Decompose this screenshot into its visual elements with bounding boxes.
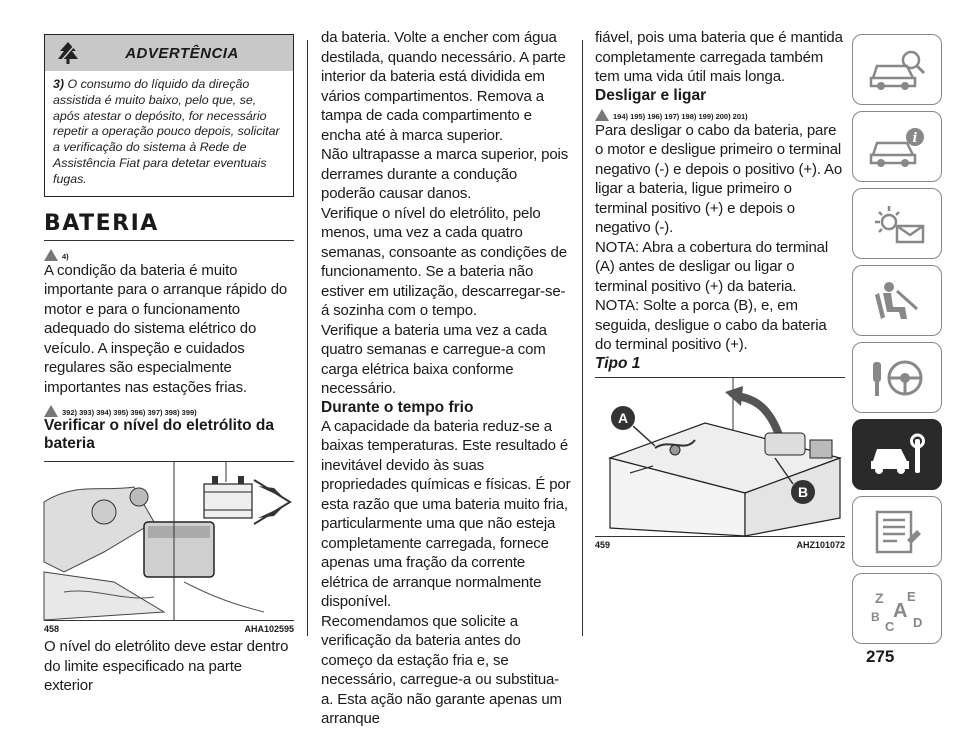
alphabet-index-icon [867,587,927,634]
caution-ref-icon [44,405,58,417]
section-title: BATERIA [44,210,159,236]
tab-car-search[interactable] [852,34,942,105]
warning-ref-icon [44,249,58,261]
col2-paragraph-3: Verifique o nível do eletrólito, pelo menos, uma vez a cada quatro semanas, consoante as condições de funcionamento. Se a bateria não estiver em utilização, descarregar-se-á sozinha com o tempo. [321,204,567,319]
callout-a: A [617,409,629,426]
tab-seat-airbag[interactable] [852,265,942,336]
figure-458-caption [44,621,294,637]
svg-text:A: A [893,599,908,622]
battery-engine-illustration [44,462,294,620]
col2-paragraph-4: Verifique a bateria uma vez a cada quatro semanas e carregue-a com carga elétrica baixa conforme necessário. [321,321,547,397]
figure-458-number: 458 [44,624,60,635]
heading-type-1: Tipo 1 [595,354,641,372]
figure-458-code: AHA102595 [244,624,294,635]
col3-paragraph-2: Para desligar o cabo da bateria, pare o motor e desligue primeiro o terminal negativo (-) e depois o positivo (+). Ao ligar a bateria, ligue primeiro o terminal positivo (+) e depois o negativo (-). [595,121,843,236]
col2-paragraph-2: Não ultrapasse a marca superior, pois derrames durante a condução poderão causar danos. [321,146,569,202]
tab-warning-lights[interactable] [852,188,942,259]
car-search-icon [867,48,927,92]
warning-box [44,34,294,197]
col3-paragraph-4: NOTA: Solte a porca (B), e, em seguida, desligue o cabo da bateria do terminal positivo (+). [595,297,827,353]
col2-paragraph-1: da bateria. Volte a encher com água destilada, quando necessário. A parte interior da bateria está dividida em vários compartimentos. Remova a tampa de cada compartimento e encha até à marca superior. [321,29,566,144]
figure-459-code: AHZ101072 [796,539,845,550]
spec-list-icon [867,510,927,554]
ref-list-2 [595,105,845,121]
warning-text: O consumo do líquido da direção assistida é muito baixo, pelo que, se, após atestar o depósito, for necessário repetir a operação pouco depois, solicitar a verificação do sistema à Rede de Assistência Fiat para detetar eventuais fugas. [53,77,280,186]
ref-list-1-text: 392) 393) 394) 395) 396) 397) 398) 399) [62,408,197,418]
figure-459-caption [595,537,845,553]
steering-key-icon [867,356,927,400]
svg-text:B: B [871,609,880,624]
tab-car-info[interactable] [852,111,942,182]
heading-disconnect: Desligar e ligar [595,86,707,104]
warning-body [45,71,293,196]
ref-list-2-text: 194) 195) 196) 197) 198) 199) 200) 201) [613,111,748,121]
tab-car-wrench[interactable] [852,419,942,490]
svg-text:C: C [885,618,895,634]
car-info-icon [867,125,927,169]
warning-tree-icon [57,41,79,65]
page-number: 275 [866,647,895,666]
column-3 [595,28,845,553]
intro-paragraph: A condição da bateria é muito importante para o arranque rápido do motor e para o funcionamento adequado do sistema elétrico do veículo. A inspeção e cuidados regulares são especialmente importantes nas estações frias. [44,261,288,396]
warning-number: 3) [53,77,65,91]
column-1 [44,34,294,696]
figure-459-number: 459 [595,539,611,550]
col2-paragraph-6: Recomendamos que solicite a verificação da bateria antes do começo da estação fria e, se necessário, carregue-a ou substitua-a. Esta ação não garante apenas um arranque [321,612,562,727]
col3-paragraph-3: NOTA: Abra a cobertura do terminal (A) antes de desligar ou ligar o terminal positivo (+) da bateria. [595,238,829,295]
heading-cold-weather: Durante o tempo frio [321,398,474,416]
callout-b: B [797,483,809,500]
col1-end-paragraph: O nível do eletrólito deve estar dentro do limite especificado na parte exterior [44,638,289,695]
battery-terminal-illustration [595,378,845,536]
warning-lights-icon [867,202,927,246]
warning-header [45,35,293,71]
section-rule [44,240,294,241]
tab-spec-list[interactable] [852,496,942,567]
caution-ref-icon [595,109,609,121]
col2-paragraph-5: A capacidade da bateria reduz-se a baixas temperaturas. Este resultado é inevitável devido às suas propriedades químicas e físicas. É por esta razão que uma bateria muito fria, particularmente uma que não esteja completamente carregada, fornece apenas uma fração da corrente elétrica de arranque normalmente disponível. [321,417,571,610]
svg-text:Z: Z [875,589,884,606]
tab-steering-key[interactable] [852,342,942,413]
svg-text:E: E [907,588,916,604]
seat-airbag-icon [867,279,927,323]
column-2 [321,28,571,729]
svg-text:D: D [913,614,923,630]
svg-text:i: i [912,130,918,146]
col3-paragraph-1: fiável, pois uma bateria que é mantida completamente carregada também tem uma vida útil mais longa. [595,29,843,85]
ref-list-1 [44,401,294,417]
ref-intro [44,245,294,261]
heading-check-level: Verificar o nível do eletrólito da bateria [44,417,274,453]
car-wrench-icon [867,433,927,477]
warning-title: ADVERTÊNCIA [125,44,239,62]
chapter-tabs [852,34,942,650]
figure-459 [595,377,845,537]
ref-intro-text: 4) [62,251,69,261]
figure-458 [44,461,294,621]
tab-alphabet-index[interactable] [852,573,942,644]
